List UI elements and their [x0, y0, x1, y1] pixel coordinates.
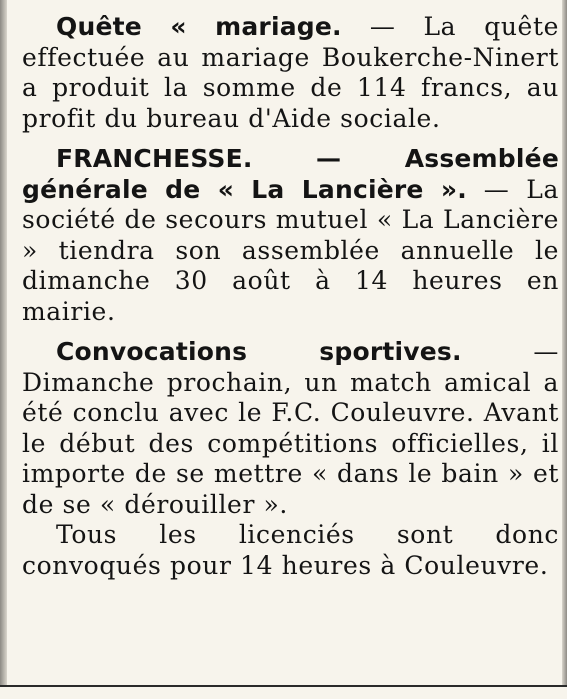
article-body: — La société de secours mutuel « La Lancière » tiendra son assemblée annuelle le dimanche 30 août à 14 heures en mairie.	[22, 174, 559, 326]
article-quete-mariage	[22, 12, 559, 134]
article-convocations-sportives	[22, 337, 559, 520]
article-continuation: Tous les licenciés sont donc convoqués pour 14 heures à Couleuvre.	[22, 520, 559, 580]
article-heading: FRANCHESSE. — Assemblée générale de « La Lancière ».	[22, 144, 559, 204]
article-body: — La quête effectuée au mariage Boukerche-Ninert a produit la somme de 114 francs, au profit du bureau d'Aide sociale.	[22, 12, 559, 133]
paper-edge-bottom	[0, 685, 567, 699]
paper-edge-left	[0, 0, 7, 699]
article-franchesse-assemblee	[22, 144, 559, 327]
paper-edge-right	[562, 0, 567, 699]
article-heading: Convocations sportives.	[56, 337, 462, 366]
article-body: — Dimanche prochain, un match amical a été conclu avec le F.C. Couleuvre. Avant le début des compétitions officielles, il importe de se mettre « dans le bain » et de se « dérouiller ».	[22, 337, 559, 519]
article-heading: Quête « mariage.	[56, 12, 342, 41]
